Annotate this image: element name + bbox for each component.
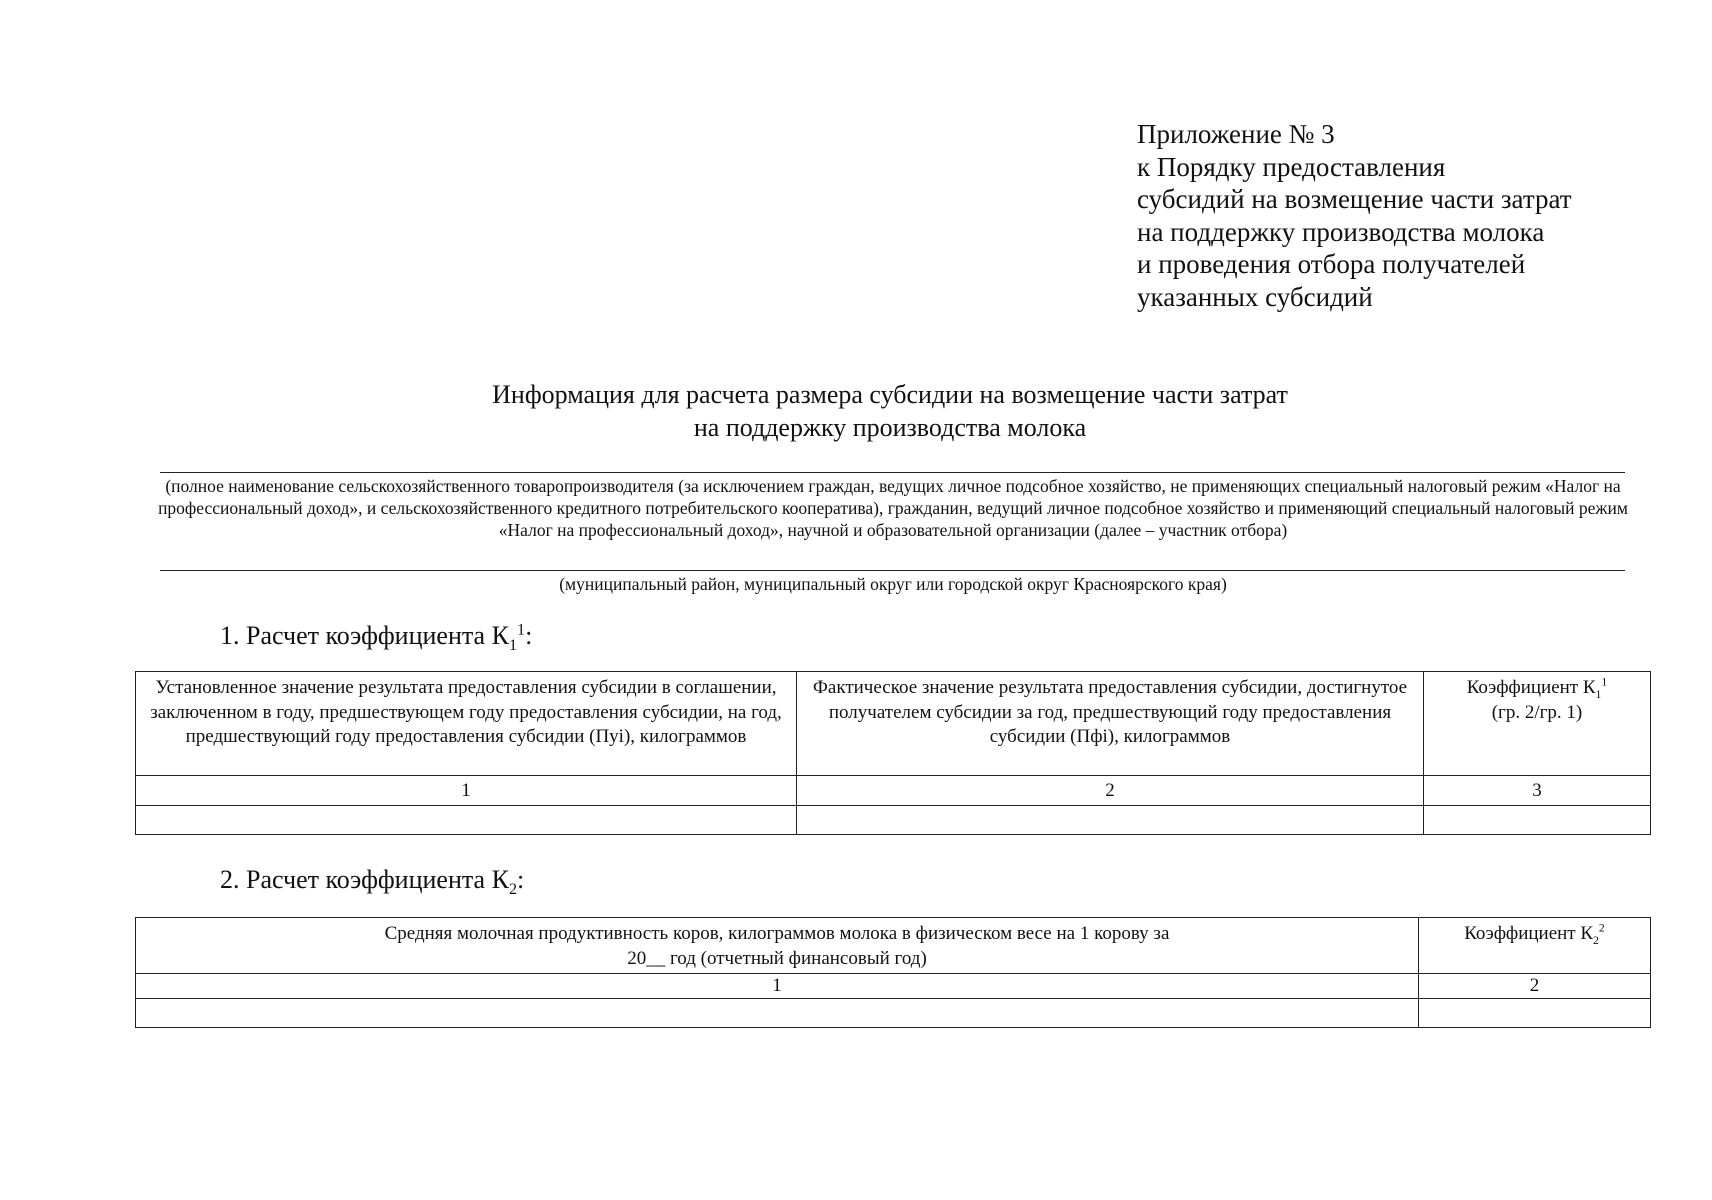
k1-column-number: 1 (136, 776, 797, 806)
k2-table (135, 917, 1651, 1028)
k1-header-row (136, 672, 1651, 776)
k1-column-number: 2 (797, 776, 1424, 806)
k1-header-coefficient (1424, 672, 1651, 776)
municipality-fill-line[interactable] (160, 570, 1625, 571)
k2-data-row (136, 999, 1651, 1028)
section-1-heading-text: 1. Расчет коэффициента К (220, 621, 509, 650)
k2-header-row (136, 918, 1651, 974)
k1-coefficient-formula: (гр. 2/гр. 1) (1491, 701, 1583, 723)
section-1-heading-subscript: 1 (508, 637, 517, 655)
section-1-heading (220, 620, 533, 655)
section-2-heading-text: 2. Расчет коэффициента К (220, 865, 509, 894)
section-1-heading-superscript: 1 (517, 621, 526, 639)
section-2-heading-colon: : (517, 865, 525, 894)
document-title (160, 378, 1620, 444)
k1-header-actual-value: Фактическое значение результата предоставления субсидии, достигнутое получателем субсидии за год, предшествующий году предоставления субсидии (Пфi), килограммов (797, 672, 1424, 776)
appendix-line: Приложение № 3 (1137, 119, 1335, 149)
k2-coefficient-superscript: 2 (1598, 921, 1605, 935)
document-title-line-2: на поддержку производства молока (693, 413, 1087, 442)
k2-coefficient-cell[interactable] (1419, 999, 1651, 1028)
appendix-line: указанных субсидий (1137, 281, 1373, 312)
section-2-heading-subscript: 2 (508, 881, 517, 899)
appendix-line: субсидий на возмещение части затрат (1137, 184, 1572, 214)
appendix-reference (1137, 118, 1657, 313)
section-1-heading-colon: : (525, 621, 533, 650)
participant-fill-line[interactable] (160, 472, 1625, 473)
k1-coefficient-cell[interactable] (1424, 806, 1651, 835)
municipality-caption: (муниципальный район, муниципальный округ или городской округ Красноярского края) (559, 574, 1227, 594)
k1-planned-value-cell[interactable] (136, 806, 797, 835)
k1-column-number: 3 (1424, 776, 1651, 806)
k2-header-coefficient (1419, 918, 1651, 974)
k2-column-number: 2 (1419, 974, 1651, 999)
k2-header-milk-productivity: Средняя молочная продуктивность коров, килограммов молока в физическом весе на 1 корову за 20__ год (отчетный финансовый год) (136, 918, 1419, 974)
k1-coefficient-superscript: 1 (1601, 675, 1608, 689)
k1-column-number-row (136, 776, 1651, 806)
k2-milk-productivity-cell[interactable] (136, 999, 1419, 1028)
k2-column-number-row (136, 974, 1651, 999)
k1-data-row (136, 806, 1651, 835)
k1-coefficient-subscript: 1 (1595, 687, 1602, 701)
k1-actual-value-cell[interactable] (797, 806, 1424, 835)
k1-table (135, 671, 1651, 835)
k1-coefficient-label: Коэффициент К (1466, 677, 1596, 698)
k1-header-planned-value: Установленное значение результата предоставления субсидии в соглашении, заключенном в году, предшествующем году предоставления субсидии, на год, предшествующий году предоставления субсидии (Пуi), килограммов (136, 672, 797, 776)
participant-caption: (полное наименование сельскохозяйственного товаропроизводителя (за исключением граждан, ведущих личное подсобное хозяйство, не применяющих специальный налоговый режим «Налог на профессиональный доход», и сельскохозяйственного кредитного потребительского кооператива), гражданин, ведущий личное подсобное хозяйство и применяющий специальный налоговый режим «Налог на профессиональный доход», научной и образовательной организации (далее – участник отбора) (158, 476, 1628, 540)
appendix-line: на поддержку производства молока (1137, 216, 1545, 247)
appendix-line: к Порядку предоставления (1137, 151, 1446, 182)
appendix-line: и проведения отбора получателей (1137, 249, 1526, 279)
k2-column-number: 1 (136, 974, 1419, 999)
k2-coefficient-label: Коэффициент К (1464, 923, 1594, 944)
k2-coefficient-subscript: 2 (1593, 933, 1599, 947)
section-2-heading (220, 864, 525, 899)
document-title-line-1: Информация для расчета размера субсидии на возмещение части затрат (492, 380, 1288, 409)
